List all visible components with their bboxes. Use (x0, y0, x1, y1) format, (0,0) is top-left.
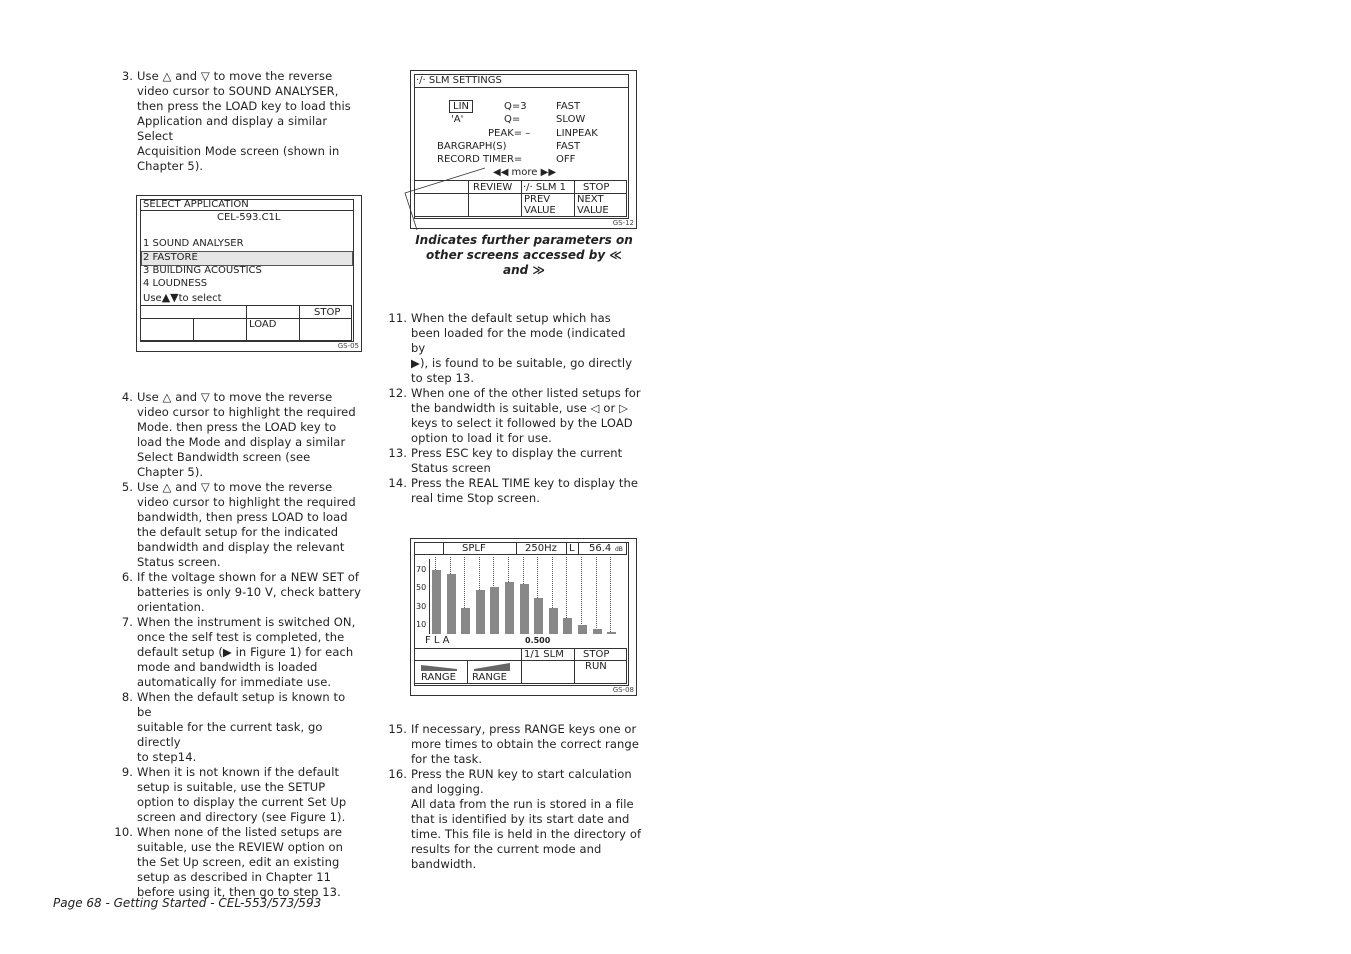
step-line: setup as described in Chapter 11 (137, 870, 332, 884)
step-item (387, 311, 642, 386)
step-number: 10. (114, 825, 133, 839)
app-item[interactable]: 3 BUILDING ACOUSTICS (143, 265, 262, 276)
right-steps-bottom (387, 722, 642, 872)
step-number: 9. (121, 765, 133, 779)
step-line: option to display the current Set Up (137, 795, 347, 809)
step-item (113, 825, 363, 900)
y-tick-label: 50 (416, 583, 427, 593)
stop-softkey[interactable]: STOP (299, 305, 352, 319)
step-number: 4. (121, 390, 133, 404)
y-tick-label: 70 (416, 565, 427, 575)
step-line: Press the RUN key to start calculation (411, 767, 632, 781)
real-time-screen (410, 538, 637, 696)
step-line: Select Bandwidth screen (see (137, 450, 311, 464)
step-line: suitable, use the REVIEW option on (137, 840, 344, 854)
step-item (113, 570, 363, 615)
step-line: When one of the other listed setups for (411, 386, 641, 400)
step-line: Use △ and ▽ to move the reverse (137, 69, 333, 83)
step-line: orientation. (137, 600, 205, 614)
next-value-softkey[interactable]: NEXT VALUE (574, 193, 627, 217)
figure-caption: Indicates further parameters on other screens accessed by ≪ and ≫ (415, 233, 633, 277)
record-timer-value: OFF (556, 154, 576, 165)
step-line: batteries is only 9-10 V, check battery (137, 585, 362, 599)
band-bar (563, 618, 572, 634)
band-bar (534, 598, 543, 635)
q-value: Q=3 (504, 101, 527, 112)
step-line: Mode. then press the LOAD key to (137, 420, 337, 434)
band-bar (461, 608, 470, 634)
step-line: the bandwidth is suitable, use ◁ or ▷ (411, 401, 629, 415)
app-item[interactable]: 1 SOUND ANALYSER (143, 238, 244, 249)
peak-value: PEAK= – (488, 128, 531, 139)
step-item (113, 390, 363, 480)
step-line: video cursor to highlight the required (137, 405, 356, 419)
a-option[interactable]: 'A' (451, 114, 464, 125)
callout-line (395, 165, 490, 235)
band-bar (476, 590, 485, 634)
load-softkey[interactable]: LOAD (246, 318, 300, 341)
step-line: If the voltage shown for a NEW SET of (137, 570, 360, 584)
step-line: Use △ and ▽ to move the reverse (137, 480, 333, 494)
step-line: bandwidth and display the relevant (137, 540, 345, 554)
step-line: load the Mode and display a similar (137, 435, 346, 449)
band-dotted-line (581, 557, 582, 634)
step-line: Chapter 5). (137, 159, 204, 173)
band-bar (490, 587, 499, 634)
figure-ref: GS-05 (337, 342, 359, 350)
app-item[interactable]: 4 LOUDNESS (143, 278, 208, 289)
step-line: mode and bandwidth is loaded (137, 660, 318, 674)
down-arrow-icon: ▼ (170, 291, 179, 304)
step-item (387, 446, 642, 476)
step-number: 11. (388, 311, 407, 325)
step-line: time. This file is held in the directory of (411, 827, 642, 841)
step-line: once the self test is completed, the (137, 630, 345, 644)
level-readout: 56.4 dB (578, 542, 627, 555)
screen-title: SELECT APPLICATION (143, 199, 249, 210)
step-item (113, 69, 363, 174)
time-readout: 0.500 (525, 636, 551, 645)
band-bar (578, 625, 587, 634)
step-item (113, 765, 363, 825)
band-bar (447, 574, 456, 634)
more-indicator: ◀◀ more ▶▶ (493, 167, 557, 178)
step-item (113, 615, 363, 690)
range-up-softkey[interactable]: RANGE (467, 660, 522, 684)
step-line: option to load it for use. (411, 431, 552, 445)
step-line: When the instrument is switched ON, (137, 615, 356, 629)
range-up-icon (474, 663, 510, 671)
figure-ref: GS-08 (612, 686, 634, 694)
y-axis (429, 559, 430, 634)
range-down-softkey[interactable]: RANGE (414, 660, 468, 684)
step-line: video cursor to highlight the required (137, 495, 356, 509)
step-line: screen and directory (see Figure 1). (137, 810, 346, 824)
band-bar (549, 608, 558, 634)
band-bar (505, 582, 514, 634)
band-bar (520, 584, 529, 634)
step-number: 8. (121, 690, 133, 704)
stop-softkey[interactable]: STOP (574, 648, 627, 661)
step-item (387, 722, 642, 767)
step-line: suitable for the current task, go directly (137, 720, 323, 749)
step-line: keys to select it followed by the LOAD (411, 416, 633, 430)
step-number: 7. (121, 615, 133, 629)
left-steps-bottom (113, 390, 363, 900)
step-line: more times to obtain the correct range (411, 737, 639, 751)
step-line: Status screen. (137, 555, 221, 569)
run-softkey[interactable]: RUN (574, 660, 627, 684)
l-indicator: L (566, 542, 579, 555)
fast-option: FAST (556, 101, 581, 112)
step-line: bandwidth, then press LOAD to load (137, 510, 348, 524)
step-line: real time Stop screen. (411, 491, 540, 505)
app-item-selected[interactable]: 2 FASTORE (141, 251, 353, 266)
step-line: to step14. (137, 750, 197, 764)
stop-softkey[interactable]: STOP (574, 180, 627, 194)
weighting-label: F L A (425, 635, 450, 646)
step-number: 3. (121, 69, 133, 83)
band-bar (593, 629, 602, 634)
step-line: bandwidth. (411, 857, 477, 871)
bargraph (415, 555, 627, 648)
band-bar (607, 632, 616, 634)
record-timer-label: RECORD TIMER= (437, 154, 523, 165)
figure-ref: GS-12 (612, 219, 634, 227)
bargraph-label: BARGRAPH(S) (437, 141, 507, 152)
lin-option[interactable]: LIN (449, 100, 473, 113)
step-line: video cursor to SOUND ANALYSER, (137, 84, 339, 98)
screen-subtitle: CEL-593.C1L (217, 212, 281, 223)
slm1-softkey[interactable]: ·/· SLM 1 (521, 180, 575, 194)
step-item (113, 480, 363, 570)
step-line: Chapter 5). (137, 465, 204, 479)
step-line: automatically for immediate use. (137, 675, 332, 689)
step-number: 16. (388, 767, 407, 781)
step-item (387, 476, 642, 506)
step-line: that is identified by its start date and (411, 812, 630, 826)
step-line: been loaded for the mode (indicated by (411, 326, 626, 355)
band-dotted-line (596, 557, 597, 634)
step-line: then press the LOAD key to load this (137, 99, 351, 113)
step-line: the default setup for the indicated (137, 525, 339, 539)
y-tick-label: 30 (416, 601, 427, 611)
q-value-2: Q= (504, 114, 521, 125)
band-dotted-line (610, 557, 611, 634)
up-arrow-icon: ▲ (161, 291, 171, 304)
step-line: Acquisition Mode screen (shown in (137, 144, 340, 158)
step-number: 12. (388, 386, 407, 400)
step-item (113, 690, 363, 765)
step-line: Press the REAL TIME key to display the (411, 476, 639, 490)
mode-softkey[interactable]: 1/1 SLM (521, 648, 575, 661)
step-number: 5. (121, 480, 133, 494)
step-line: Status screen (411, 461, 491, 475)
step-line: default setup (▶ in Figure 1) for each (137, 645, 354, 659)
range-down-icon (421, 663, 457, 671)
step-line: Press ESC key to display the current (411, 446, 623, 460)
review-softkey[interactable]: REVIEW (468, 180, 522, 194)
step-number: 6. (121, 570, 133, 584)
step-line: to step 13. (411, 371, 475, 385)
step-line: for the task. (411, 752, 483, 766)
step-line: When it is not known if the default (137, 765, 340, 779)
step-line: ▶), is found to be suitable, go directly (411, 356, 633, 370)
step-line: Application and display a similar Select (137, 114, 328, 143)
y-tick-label: 10 (416, 619, 427, 629)
right-steps-top (387, 311, 642, 506)
step-line: before using it, then go to step 13. (137, 885, 341, 899)
left-steps-top (113, 69, 363, 174)
step-line: and logging. (411, 782, 484, 796)
step-line: When the default setup is known to be (137, 690, 346, 719)
step-line: setup is suitable, use the SETUP (137, 780, 326, 794)
step-line: All data from the run is stored in a file (411, 797, 634, 811)
step-line: the Set Up screen, edit an existing (137, 855, 340, 869)
page-footer: Page 68 - Getting Started - CEL-553/573/593 (53, 896, 322, 910)
step-line: results for the current mode and (411, 842, 602, 856)
step-number: 14. (388, 476, 407, 490)
step-line: When none of the listed setups are (137, 825, 343, 839)
step-line: Use △ and ▽ to move the reverse (137, 390, 333, 404)
step-number: 13. (388, 446, 407, 460)
slow-option: SLOW (556, 114, 586, 125)
step-item (387, 386, 642, 446)
band-bar (432, 570, 441, 634)
step-number: 15. (388, 722, 407, 736)
select-application-screen (136, 195, 362, 352)
linpeak-option: LINPEAK (556, 128, 598, 139)
splf-label: SPLF (443, 542, 517, 555)
bargraph-value: FAST (556, 141, 581, 152)
hint: Use▲▼to select (143, 291, 222, 304)
frequency: 250Hz (516, 542, 567, 555)
step-line: When the default setup which has (411, 311, 611, 325)
step-item (387, 767, 642, 872)
prev-value-softkey[interactable]: PREV VALUE (521, 193, 575, 217)
step-line: If necessary, press RANGE keys one or (411, 722, 637, 736)
screen-title: ·/· SLM SETTINGS (416, 75, 502, 86)
